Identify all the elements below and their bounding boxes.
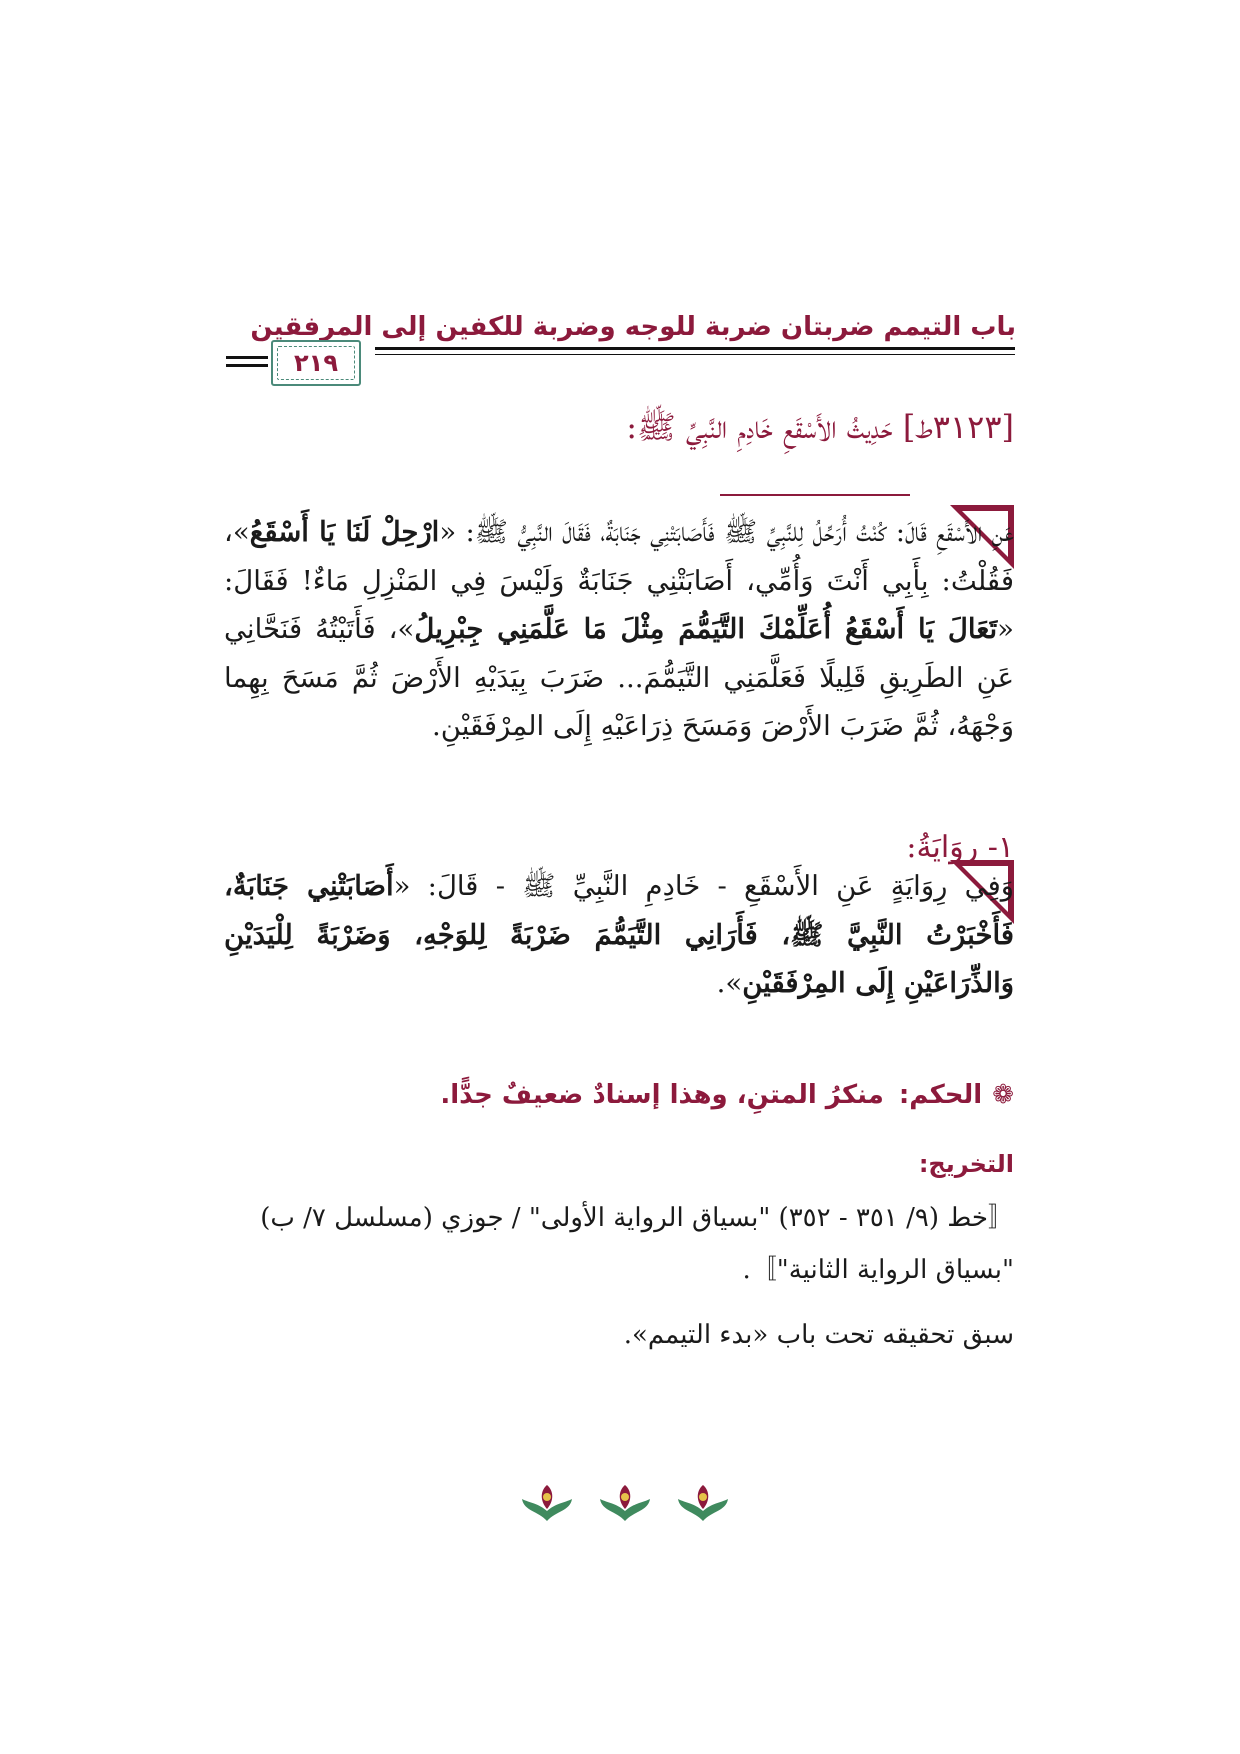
narration-text-part: وَفِي رِوَايَةٍ عَنِ الأَسْقَعِ - خَادِمِ النَّبِيِّ ﷺ - قَالَ: «: [393, 870, 1014, 902]
flower-bullet-icon: ❁: [992, 1080, 1014, 1110]
header-rule-right-lower: [375, 354, 1015, 355]
manuscript-reference: 〚خط (٩/ ٣٥١ - ٣٥٢) "بسياق الرواية الأولى" / جوزي (مسلسل ٧/ ب) "بسياق الرواية الثانية"〛.: [260, 1203, 1014, 1285]
narration-text-part: ».: [716, 967, 743, 999]
hadith-text-part: »، فَقُلْتُ: بِأَبِي أَنْتَ وَأُمِّي، أَصَابَتْنِي جَنَابَةٌ وَلَيْسَ فِي المَنْزِلِ مَاءٌ! فَقَالَ: «: [224, 516, 1014, 645]
narration-quote-bold: أَصَابَتْنِي جَنَابَةٌ، فَأَخْبَرْتُ النَّبِيَّ ﷺ، فَأَرَانِي التَّيَمُّمَ ضَرْبَةً لِلوَجْهِ، وَضَرْبَةً لِلْيَدَيْنِ وَالذِّرَاعَيْنِ إِلَى المِرْفَقَيْنِ: [224, 870, 1014, 999]
hadith-paragraph: [224, 508, 1014, 751]
narration-paragraph: [224, 862, 1014, 1008]
narration-text: [224, 862, 1014, 1008]
flower-ornament-icon: [598, 1481, 652, 1525]
header-rule-right: [375, 347, 1015, 350]
takhrij-note: سبق تحقيقه تحت باب «بدء التيمم».: [623, 1320, 1014, 1350]
header-rule-left-lower: [226, 364, 268, 367]
header-rule-left: [226, 356, 268, 359]
flower-ornament-icon: [520, 1478, 730, 1528]
ruling-text: منكرُ المتنِ، وهذا إسنادٌ ضعيفٌ جدًّا.: [440, 1080, 884, 1110]
flower-ornament-icon: [676, 1481, 730, 1525]
ruling-label: الحكم:: [898, 1080, 983, 1110]
hadith-quote-bold: تَعَالَ يَا أَسْقَعُ أُعَلِّمْكَ التَّيَمُّمَ مِثْلَ مَا عَلَّمَنِي جِبْرِيلُ: [414, 613, 998, 645]
flower-ornament-icon: [520, 1481, 574, 1525]
hadith-text: [224, 508, 1014, 751]
narration-heading: ١- رِوَايَةُ:: [906, 830, 1014, 865]
hadith-quote-bold: ارْحِلْ لَنَا يَا أَسْقَعُ: [249, 516, 440, 548]
running-header-title: باب التيمم ضربتان ضربة للوجه وضربة للكفين إلى المرفقين: [250, 312, 1016, 342]
page-number-frame: [271, 340, 361, 386]
title-underline: [720, 494, 910, 496]
ruling-line: [214, 1080, 1014, 1110]
hadith-title: [٣١٢٣ط] حَدِيثُ الأَسْقَعِ خَادِمِ النَّبِيِّ ﷺ:: [626, 408, 1014, 446]
hadith-text-part: »، فَأَتَيْتُهُ فَنَحَّانِي عَنِ الطَرِيقِ قَلِيلًا فَعَلَّمَنِي التَّيَمُّمَ... ضَرَبَ بِيَدَيْهِ الأَرْضَ ثُمَّ مَسَحَ بِهِما وَجْهَهُ، ثُمَّ ضَرَبَ الأَرْضَ وَمَسَحَ ذِرَاعَيْهِ إِلَى المِرْفَقَيْنِ.: [224, 613, 1014, 742]
hadith-text-part: عَنِ الأَسْقَعِ قَالَ: كُنْتُ أُرَحِّلُ لِلنَّبِيِّ ﷺ فَأَصَابَتْنِي جَنَابَةٌ، فَقَالَ النَّبِيُّ ﷺ: «: [439, 516, 1014, 548]
page-number: ٢١٩: [294, 349, 338, 377]
takhrij-heading: التخريج:: [918, 1150, 1014, 1178]
